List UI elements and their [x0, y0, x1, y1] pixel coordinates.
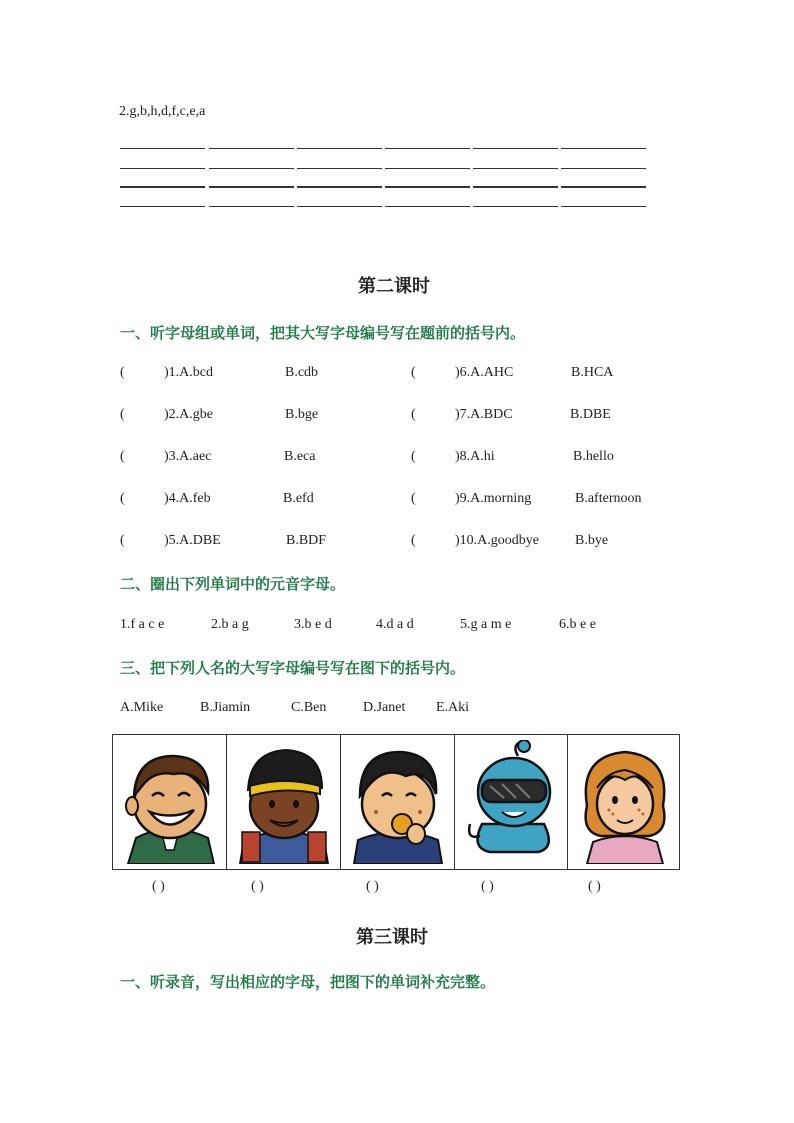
vowel-word: 4.d a d	[376, 617, 414, 632]
name-option: A.Mike	[120, 700, 164, 715]
character-boy-cap	[232, 740, 336, 864]
section2-heading: 二、圈出下列单词中的元音字母。	[120, 575, 346, 593]
item-option-b: B.BDF	[286, 533, 327, 548]
item-paren: (	[411, 491, 416, 506]
lesson3-section1-heading: 一、听录音，写出相应的字母，把图下的单词补充完整。	[120, 973, 496, 991]
item-option-b: B.efd	[283, 491, 314, 506]
item-paren: (	[120, 449, 125, 464]
item-paren: (	[120, 407, 125, 422]
item-paren: (	[120, 533, 125, 548]
item-option-a: )5.A.DBE	[164, 533, 221, 548]
item-option-b: B.bye	[575, 533, 609, 548]
vowel-word: 3.b e d	[294, 617, 332, 632]
name-option: C.Ben	[291, 700, 327, 715]
vowel-word: 6.b e e	[559, 617, 596, 632]
item-paren: (	[120, 365, 125, 380]
name-option: B.Jiamin	[200, 700, 251, 715]
letter-sequence: 2.g,b,h,d,f,c,e,a	[119, 104, 206, 119]
character-boy-eating	[346, 740, 450, 864]
item-option-a: )10.A.goodbye	[455, 533, 539, 548]
answer-blank[interactable]: ( )	[366, 879, 379, 894]
name-option: D.Janet	[363, 700, 406, 715]
item-paren: (	[411, 407, 416, 422]
item-paren: (	[411, 533, 416, 548]
item-option-a: )4.A.feb	[164, 491, 211, 506]
item-paren: (	[411, 365, 416, 380]
vowel-word: 5.g a m e	[460, 617, 512, 632]
answer-blank[interactable]: ( )	[251, 879, 264, 894]
item-option-b: B.cdb	[285, 365, 319, 380]
character-boy-smiling	[118, 740, 222, 864]
section1-heading: 一、听字母组或单词，把其大写字母编号写在题前的括号内。	[120, 324, 526, 342]
item-option-a: )2.A.gbe	[164, 407, 213, 422]
item-option-a: )9.A.morning	[455, 491, 532, 506]
item-option-b: B.bge	[285, 407, 319, 422]
item-paren: (	[411, 449, 416, 464]
answer-blank[interactable]: ( )	[152, 879, 165, 894]
character-alien	[460, 740, 564, 864]
item-option-b: B.HCA	[571, 365, 614, 380]
section3-heading: 三、把下列人名的大写字母编号写在图下的括号内。	[120, 659, 466, 677]
lesson3-title: 第三课时	[356, 927, 428, 948]
item-option-a: )8.A.hi	[455, 449, 495, 464]
vowel-word: 2.b a g	[211, 617, 249, 632]
item-paren: (	[120, 491, 125, 506]
item-option-a: )7.A.BDC	[455, 407, 513, 422]
item-option-a: )1.A.bcd	[164, 365, 213, 380]
answer-blank[interactable]: ( )	[588, 879, 601, 894]
item-option-b: B.afternoon	[575, 491, 642, 506]
lesson2-title: 第二课时	[358, 276, 430, 297]
item-option-b: B.DBE	[570, 407, 611, 422]
vowel-word: 1.f a c e	[120, 617, 165, 632]
item-option-a: )6.A.AHC	[455, 365, 514, 380]
item-option-b: B.hello	[573, 449, 614, 464]
item-option-b: B.eca	[284, 449, 316, 464]
answer-blank[interactable]: ( )	[481, 879, 494, 894]
item-option-a: )3.A.aec	[164, 449, 212, 464]
character-girl-curly	[573, 740, 677, 864]
name-option: E.Aki	[436, 700, 470, 715]
